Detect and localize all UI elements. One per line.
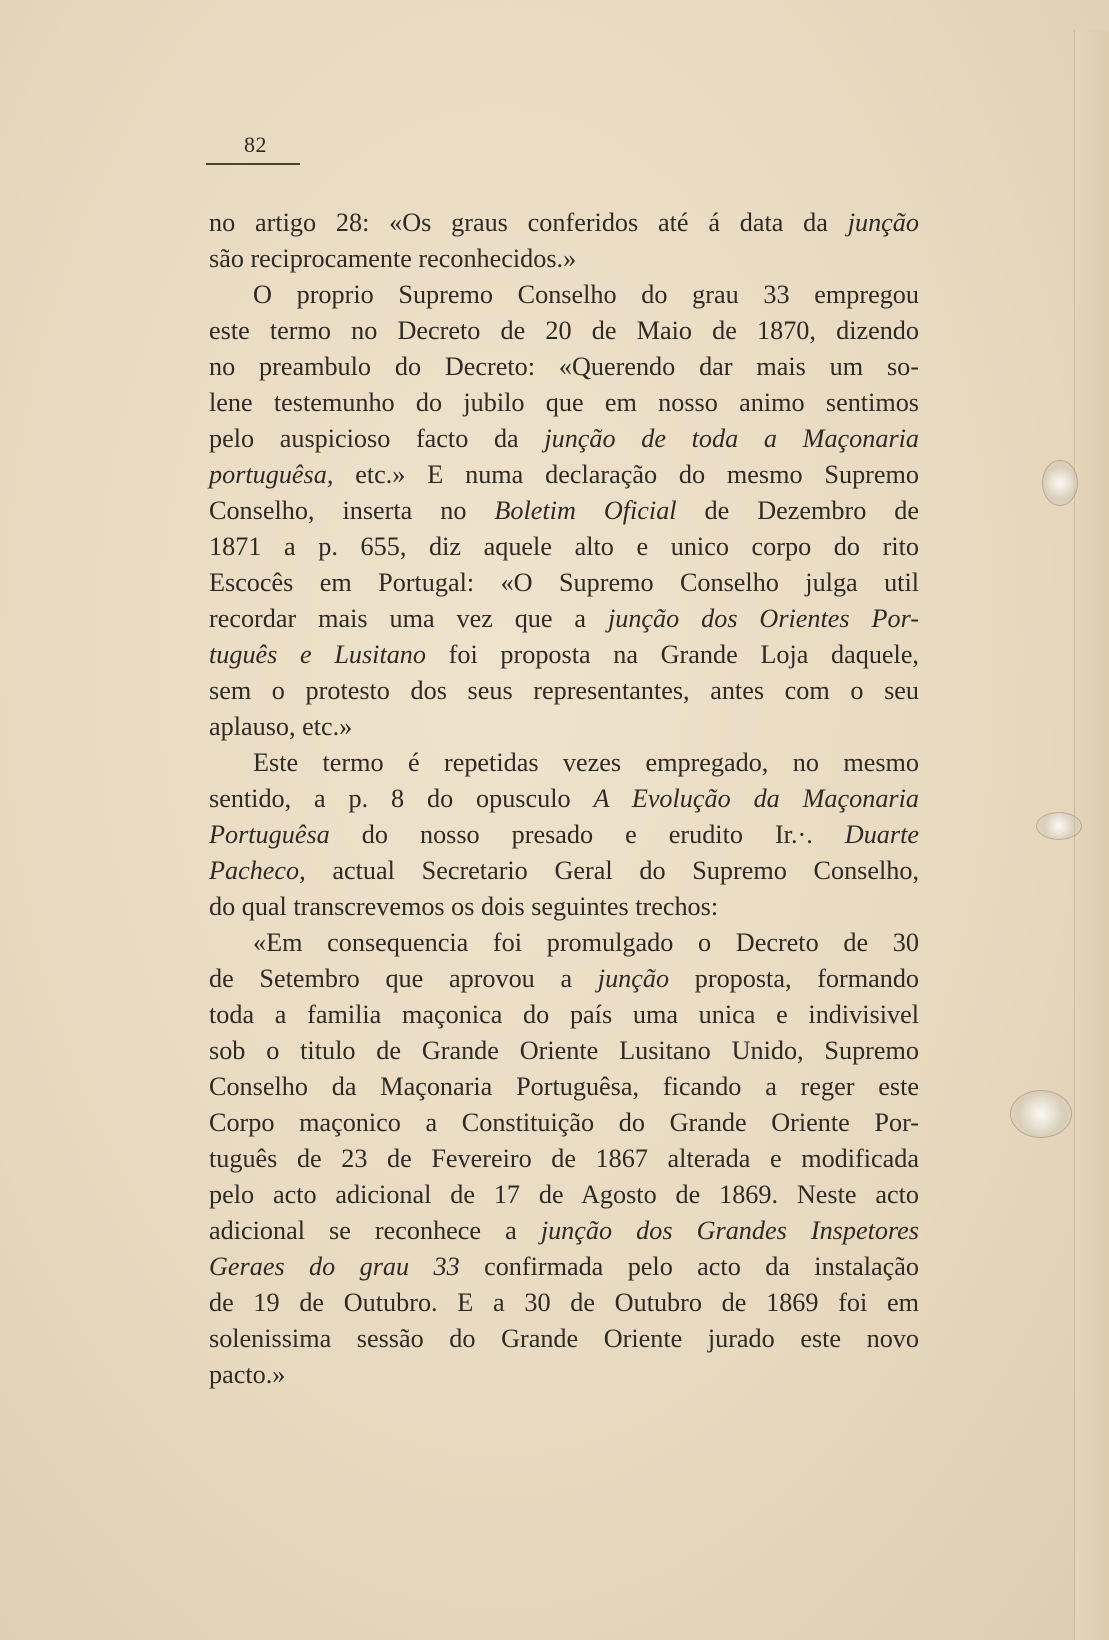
text-line <box>209 1069 919 1105</box>
next-page-edge <box>1074 30 1109 1640</box>
text-line <box>209 745 919 781</box>
text-segment: lene testemunho do jubilo que em nosso animo sentimos <box>209 388 919 417</box>
text-segment: tuguês de 23 de Fevereiro de 1867 alterada e modificada <box>209 1144 919 1173</box>
italic-text: Pacheco, <box>209 856 306 885</box>
text-line <box>209 313 919 349</box>
text-segment: Conselho, inserta no <box>209 496 495 525</box>
text-line <box>209 997 919 1033</box>
italic-text: portuguêsa, <box>209 460 334 489</box>
text-line <box>209 1321 919 1357</box>
text-line <box>209 925 919 961</box>
text-line <box>209 1177 919 1213</box>
text-segment: Corpo maçonico a Constituição do Grande Oriente Por- <box>209 1108 919 1137</box>
text-segment: aplauso, etc.» <box>209 712 353 741</box>
italic-text: junção <box>597 964 670 993</box>
text-segment: etc.» E numa declaração do mesmo Supremo <box>333 460 919 489</box>
text-segment: Este termo é repetidas vezes empregado, no mesmo <box>253 748 919 777</box>
text-line <box>209 1249 919 1285</box>
italic-text: junção <box>847 208 919 237</box>
text-segment: pelo auspicioso facto da <box>209 424 545 453</box>
text-segment: confirmada pelo acto da instalação <box>459 1252 920 1281</box>
text-line <box>209 853 919 889</box>
page-number: 82 <box>244 132 267 157</box>
paper-stain <box>1036 812 1082 840</box>
text-segment: Escocês em Portugal: «O Supremo Conselho julga util <box>209 568 919 597</box>
text-line <box>209 277 919 313</box>
text-segment: de 19 de Outubro. E a 30 de Outubro de 1869 foi em <box>209 1288 919 1317</box>
text-segment: toda a familia maçonica do país uma unica e indivisivel <box>209 1000 919 1029</box>
text-segment: no preambulo do Decreto: «Querendo dar mais um so- <box>209 352 919 381</box>
text-line <box>209 385 919 421</box>
text-segment: de Setembro que aprovou a <box>209 964 598 993</box>
text-line <box>209 673 919 709</box>
text-line <box>209 1357 919 1393</box>
italic-text: Duarte <box>844 820 919 849</box>
text-segment: este termo no Decreto de 20 de Maio de 1870, dizendo <box>209 316 919 345</box>
text-segment: actual Secretario Geral do Supremo Conselho, <box>305 856 919 885</box>
text-segment: sentido, a p. 8 do opusculo <box>209 784 594 813</box>
italic-text: junção de toda a Maçonaria <box>544 424 919 453</box>
paper-stain <box>1010 1090 1072 1138</box>
text-line <box>209 601 919 637</box>
text-segment: do qual transcrevemos os dois seguintes trechos: <box>209 892 719 921</box>
italic-text: junção dos Grandes Inspetores <box>540 1216 919 1245</box>
text-line <box>209 709 919 745</box>
text-segment: recordar mais uma vez que a <box>209 604 608 633</box>
italic-text: Boletim Oficial <box>494 496 677 525</box>
italic-text: tuguês e Lusitano <box>209 640 426 669</box>
text-line <box>209 1105 919 1141</box>
text-line <box>209 457 919 493</box>
text-segment: sem o protesto dos seus representantes, antes com o seu <box>209 676 919 705</box>
text-segment: são reciprocamente reconhecidos.» <box>209 244 577 273</box>
text-line <box>209 817 919 853</box>
italic-text: Geraes do grau 33 <box>209 1252 460 1281</box>
paper-stain <box>1042 460 1078 506</box>
text-segment: 1871 a p. 655, diz aquele alto e unico corpo do rito <box>209 532 919 561</box>
text-line <box>209 241 919 277</box>
text-line <box>209 1285 919 1321</box>
text-segment: O proprio Supremo Conselho do grau 33 empregou <box>253 280 919 309</box>
text-line <box>209 565 919 601</box>
text-line <box>209 1141 919 1177</box>
text-segment: proposta, formando <box>669 964 920 993</box>
text-line <box>209 205 919 241</box>
text-line <box>209 349 919 385</box>
text-segment: de Dezembro de <box>676 496 919 525</box>
text-line <box>209 1033 919 1069</box>
text-segment: Conselho da Maçonaria Portuguêsa, ficando a reger este <box>209 1072 919 1101</box>
text-segment: solenissima sessão do Grande Oriente jurado este novo <box>209 1324 919 1353</box>
text-line <box>209 493 919 529</box>
text-line <box>209 961 919 997</box>
text-line <box>209 1213 919 1249</box>
text-line <box>209 889 919 925</box>
text-line <box>209 529 919 565</box>
text-segment: «Em consequencia foi promulgado o Decreto de 30 <box>253 928 919 957</box>
text-segment: sob o titulo de Grande Oriente Lusitano Unido, Supremo <box>209 1036 919 1065</box>
text-segment: foi proposta na Grande Loja daquele, <box>426 640 919 669</box>
text-segment: do nosso presado e erudito Ir.·. <box>329 820 845 849</box>
body-text <box>209 205 919 1393</box>
italic-text: junção dos Orientes Por- <box>607 604 919 633</box>
italic-text: A Evolução da Maçonaria <box>593 784 919 813</box>
page-number-rule <box>206 163 300 165</box>
text-line <box>209 781 919 817</box>
text-line <box>209 421 919 457</box>
text-segment: no artigo 28: «Os graus conferidos até á data da <box>209 208 848 237</box>
text-segment: pelo acto adicional de 17 de Agosto de 1869. Neste acto <box>209 1180 919 1209</box>
text-line <box>209 637 919 673</box>
italic-text: Portuguêsa <box>209 820 330 849</box>
text-segment: pacto.» <box>209 1360 286 1389</box>
text-segment: adicional se reconhece a <box>209 1216 541 1245</box>
